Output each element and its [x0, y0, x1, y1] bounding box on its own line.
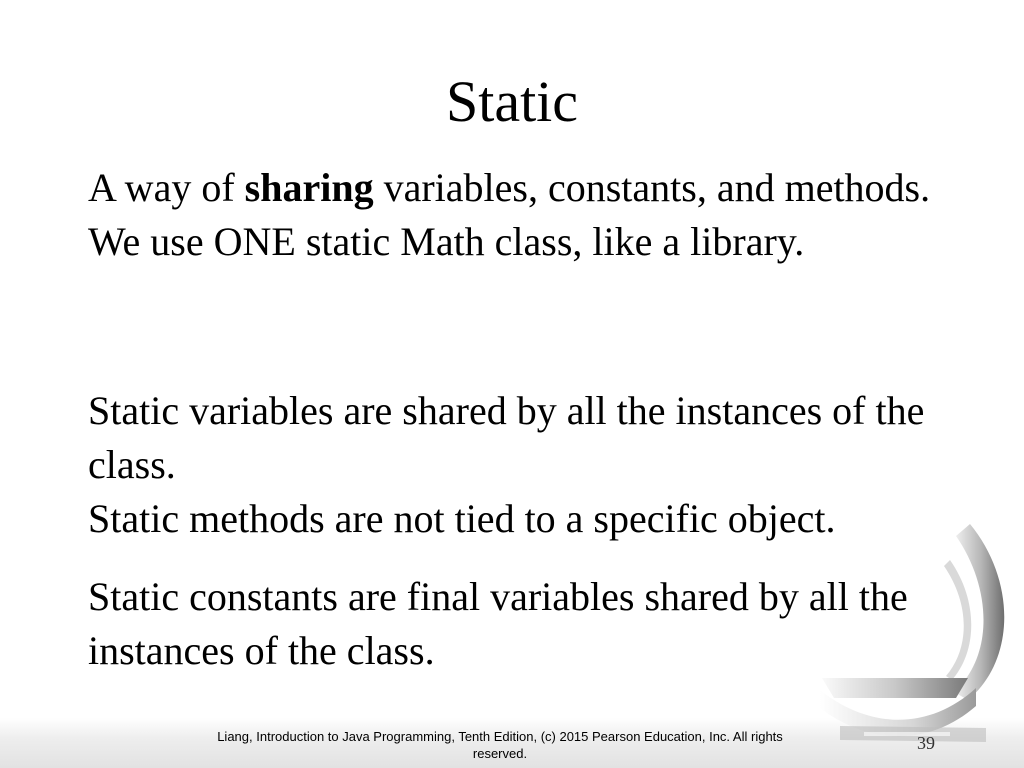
paragraph-sharing-rest: variables, constants, and methods. We use ONE static Math class, like a library. [88, 165, 931, 264]
paragraph-static-variables: Static variables are shared by all the instances of the class. [88, 388, 925, 487]
paragraph-sharing [88, 161, 968, 269]
paragraph-sharing-lead: A way of [88, 165, 245, 210]
bold-term-sharing: sharing [244, 165, 374, 210]
paragraph-static-methods: Static methods are not tied to a specific object. [88, 496, 836, 541]
page-number: 39 [917, 733, 935, 753]
slide-title: Static [445, 69, 579, 134]
footer-copyright: Liang, Introduction to Java Programming, Tenth Edition, (c) 2015 Pearson Education, Inc. All rights reserved. [217, 729, 783, 761]
paragraph-static-constants: Static constants are final variables shared by all the instances of the class. [88, 574, 908, 673]
